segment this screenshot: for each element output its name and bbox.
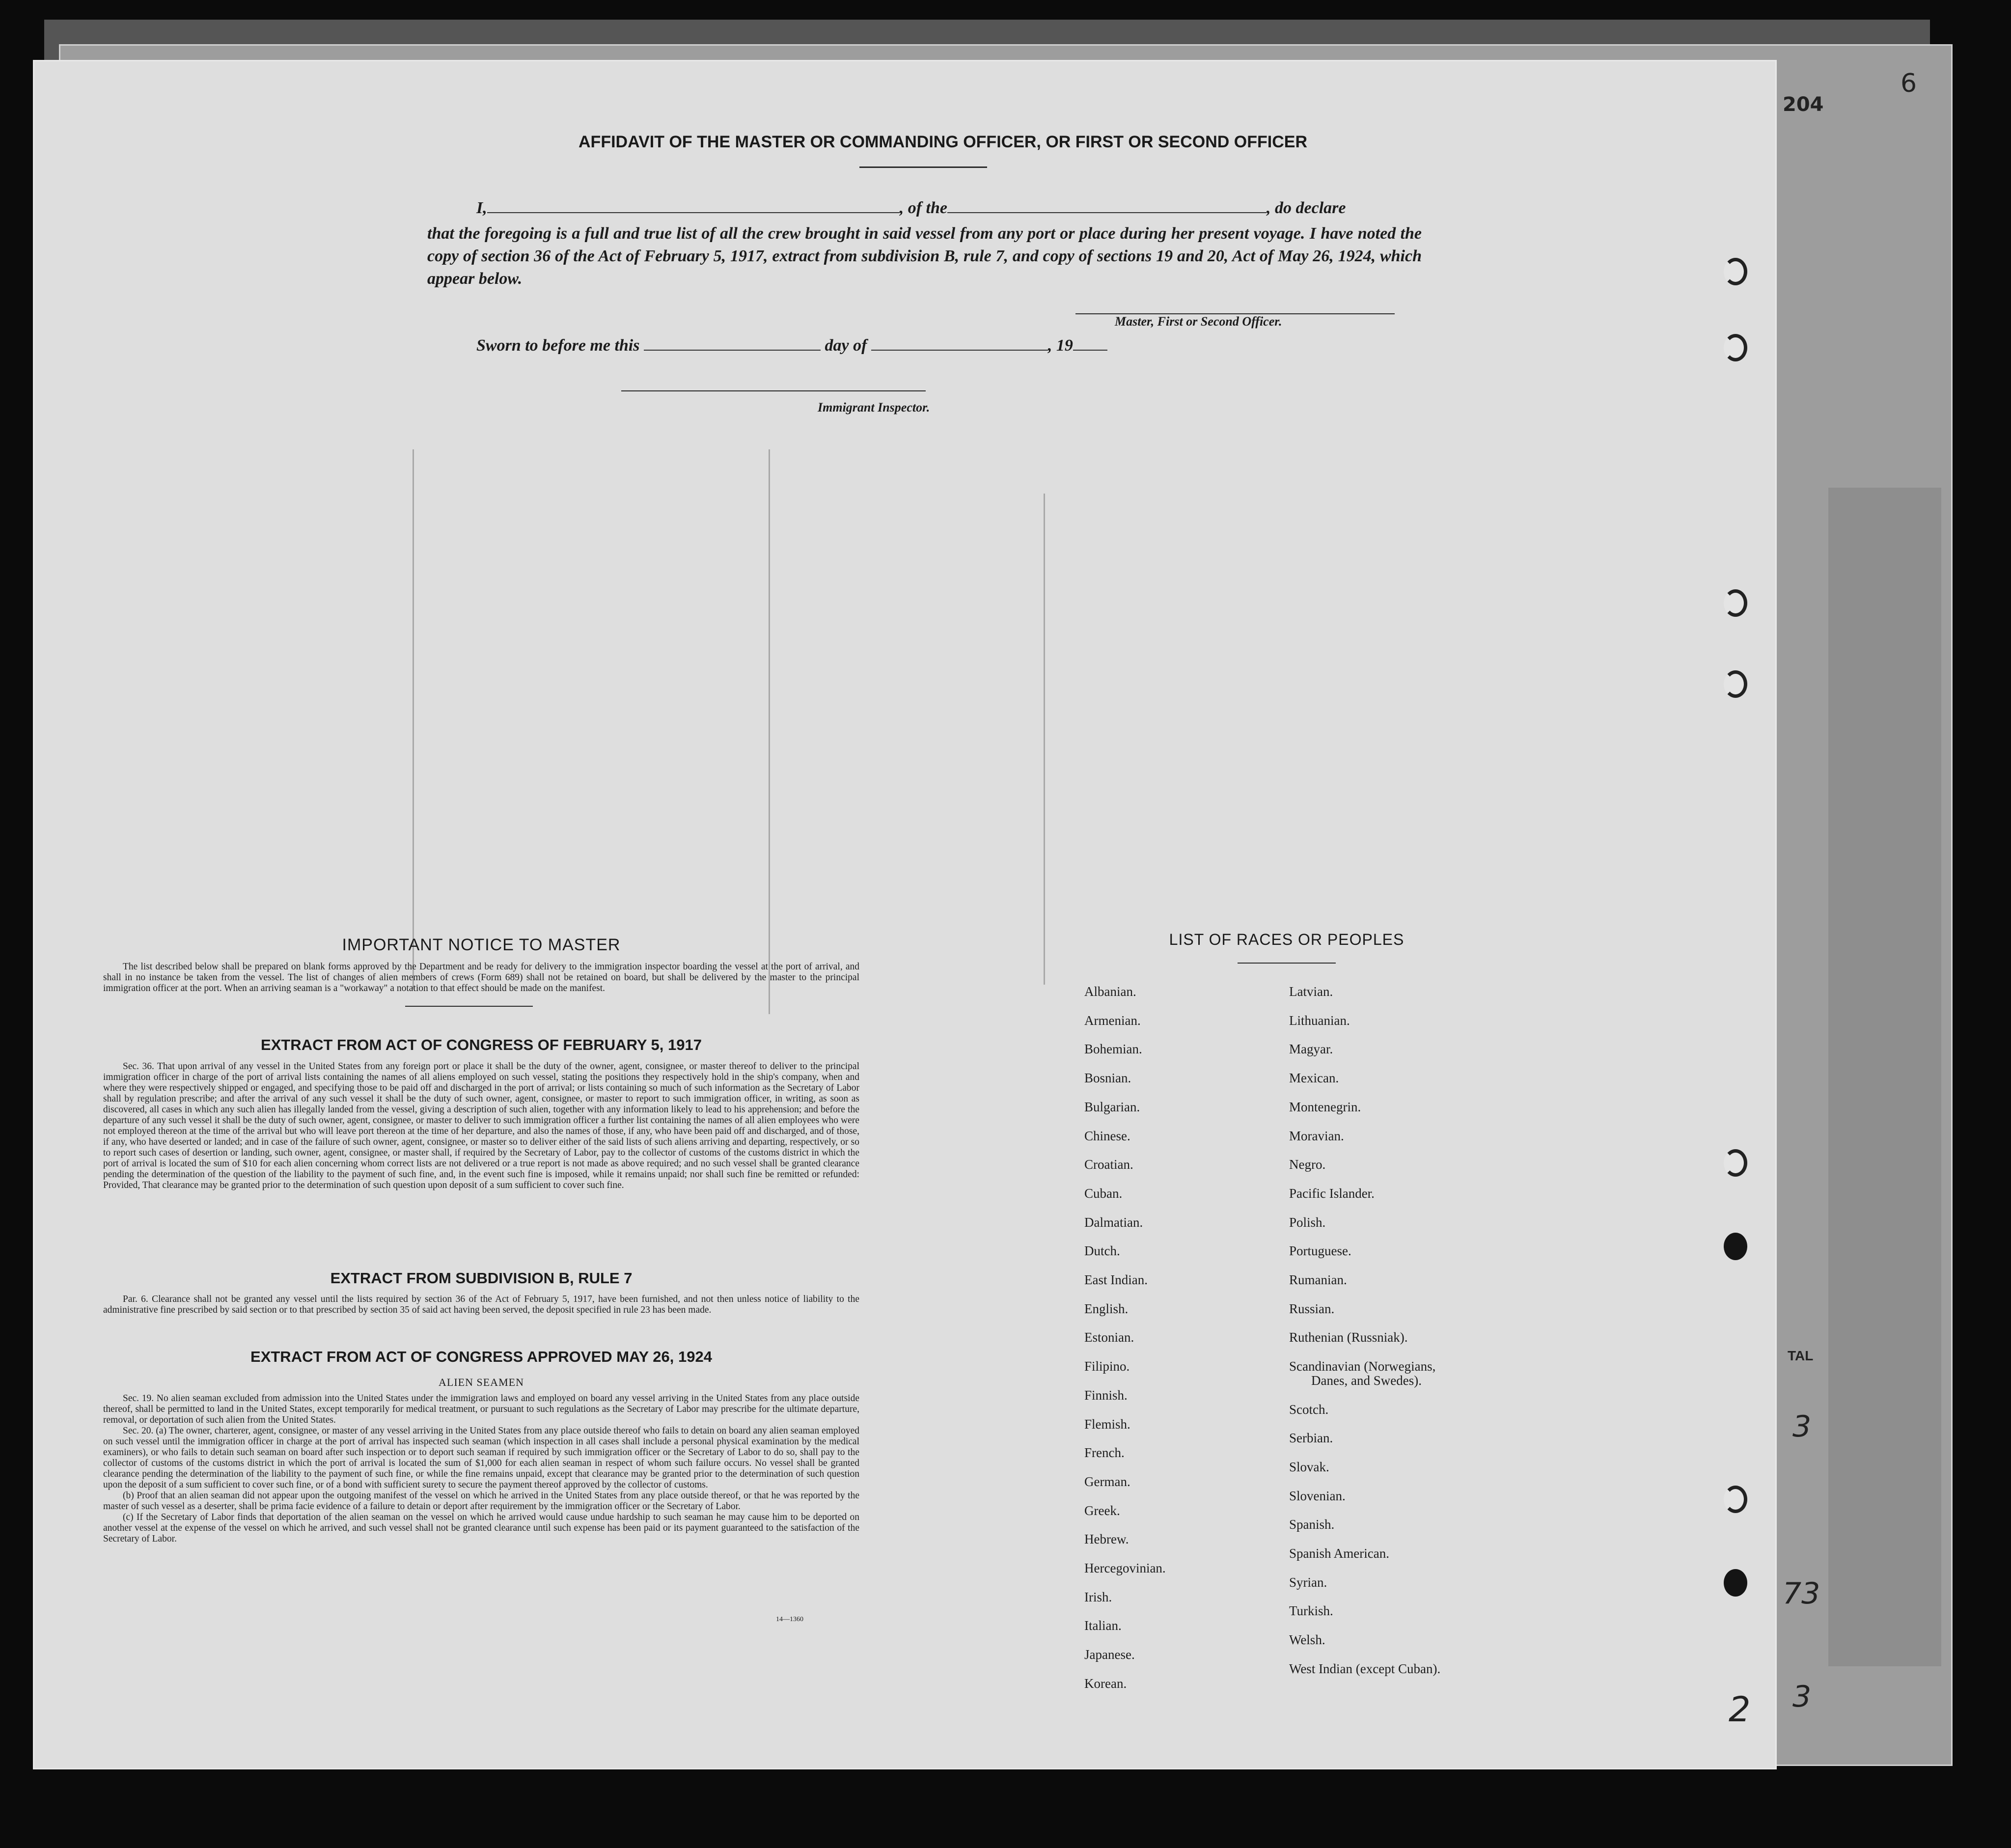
punch-hole (1724, 670, 1747, 698)
handwritten-mark-2: 73 (1783, 1576, 1820, 1611)
year-label: , 19 (1047, 336, 1073, 355)
race-item: Slovenian. (1289, 1488, 1346, 1503)
race-item: Hercegovinian. (1084, 1561, 1166, 1576)
race-item: French. (1084, 1445, 1125, 1461)
race-item: Montenegrin. (1289, 1099, 1361, 1114)
alien-seamen-subtitle: ALIEN SEAMEN (439, 1376, 524, 1388)
year-blank (1073, 350, 1107, 351)
master-signature-caption: Master, First or Second Officer. (1115, 314, 1282, 329)
inspector-signature-caption: Immigrant Inspector. (818, 400, 930, 414)
race-item: Danes, and Swedes). (1311, 1373, 1422, 1388)
rule-7-body (103, 1294, 859, 1316)
races-column-2 (1289, 977, 1440, 1683)
races-column-1 (1084, 977, 1166, 1698)
race-item: Bohemian. (1084, 1042, 1142, 1057)
handwritten-mark-1: 3 (1792, 1409, 1812, 1444)
race-item: Russian. (1289, 1301, 1335, 1316)
race-item: Serbian. (1289, 1431, 1333, 1446)
race-item: Lithuanian. (1289, 1013, 1350, 1028)
handwritten-mark-3: 3 (1792, 1680, 1812, 1714)
section-20b-paragraph: (b) Proof that an alien seaman did not appear upon the outgoing manifest of the vessel on which he arrived in the United States from any place outside thereof, or that he was reported by the master of such vessel as a deserter, shall be prima facie evidence of a failure to detain or deport after requirement by the immigration officer or the Secretary of Labor. (103, 1490, 859, 1512)
race-item: Spanish American. (1289, 1546, 1389, 1561)
race-item: Ruthenian (Russniak). (1289, 1330, 1408, 1345)
race-item: Pacific Islander. (1289, 1186, 1375, 1201)
notice-body (103, 962, 859, 994)
extract-1924-title: EXTRACT FROM ACT OF CONGRESS APPROVED MAY 26, 1924 (250, 1348, 712, 1365)
rule-7-title: EXTRACT FROM SUBDIVISION B, RULE 7 (330, 1269, 633, 1287)
race-item: Turkish. (1289, 1603, 1333, 1619)
inspector-signature-line (621, 390, 926, 391)
race-item: Bulgarian. (1084, 1099, 1140, 1114)
of-the-label: , of the (899, 199, 948, 217)
punch-hole (1724, 589, 1747, 617)
races-rule (1238, 963, 1336, 964)
race-item: Albanian. (1084, 984, 1136, 999)
vessel-blank (947, 212, 1267, 213)
race-item: Portuguese. (1289, 1243, 1351, 1259)
race-item: Syrian. (1289, 1574, 1327, 1590)
affidavit-page (34, 61, 1775, 1768)
race-item: Welsh. (1289, 1632, 1325, 1648)
sworn-label: Sworn to before me this (476, 336, 640, 355)
race-item: German. (1084, 1474, 1130, 1489)
handwritten-page-number: 204 (1783, 93, 1824, 116)
race-item: Polish. (1289, 1214, 1326, 1230)
race-item: West Indian (except Cuban). (1289, 1661, 1441, 1676)
extract-1917-title: EXTRACT FROM ACT OF CONGRESS OF FEBRUARY 5, 1917 (261, 1036, 702, 1053)
background-total-label: TAL (1788, 1348, 1814, 1363)
race-item: Flemish. (1084, 1416, 1130, 1432)
background-column-strip (1828, 488, 1941, 1666)
extract-1924-body (103, 1393, 859, 1545)
race-item: East Indian. (1084, 1272, 1148, 1288)
races-title: LIST OF RACES OR PEOPLES (1169, 931, 1405, 948)
punch-hole (1724, 1486, 1747, 1513)
race-item: Bosnian. (1084, 1071, 1131, 1086)
affidavit-body: that the foregoing is a full and true list of all the crew brought in said vessel from any port or place during her present voyage. I have noted the copy of section 36 of the Act of February 5, 1917, extract from subdivision B, rule 7, and copy of sections 19 and 20, Act of May 26, 1924, which appear below. (427, 224, 1422, 288)
punch-hole (1724, 334, 1747, 361)
race-item: Cuban. (1084, 1186, 1123, 1201)
race-item: Mexican. (1289, 1071, 1339, 1086)
race-item: Korean. (1084, 1676, 1127, 1691)
race-item: Magyar. (1289, 1042, 1333, 1057)
punch-hole (1724, 1569, 1747, 1597)
race-item: Scotch. (1289, 1402, 1329, 1417)
affidavit-title: AFFIDAVIT OF THE MASTER OR COMMANDING OFFICER, OR FIRST OR SECOND OFFICER (579, 133, 1307, 151)
punch-hole (1724, 1233, 1747, 1260)
day-blank (644, 350, 821, 351)
race-item: Latvian. (1289, 984, 1333, 999)
race-item: Croatian. (1084, 1157, 1133, 1172)
race-item: Rumanian. (1289, 1272, 1347, 1288)
handwritten-page-corner: 6 (1901, 69, 1917, 98)
notice-paragraph: The list described below shall be prepared on blank forms approved by the Department and be ready for delivery to the immigration inspector boarding the vessel at the port of arrival, and shall in no instance be taken from the vessel. The list of changes of alien members of crews (Form 689) shall not be retained on board, but shall be delivered by the master to the principal immigration officer at the port. When an arriving seaman is a "workaway" a notation to that effect should be made on the manifest. (103, 962, 859, 993)
race-item: Negro. (1289, 1157, 1326, 1172)
notice-title: IMPORTANT NOTICE TO MASTER (342, 936, 621, 954)
race-item: Irish. (1084, 1589, 1112, 1604)
day-of-label: day of (825, 336, 867, 355)
race-item: Spanish. (1289, 1517, 1335, 1532)
bleed-line (1044, 494, 1045, 985)
section-36-paragraph: Sec. 36. That upon arrival of any vessel in the United States from any foreign port or place it shall be the duty of the owner, agent, consignee, or master thereof to deliver to the principal immigration officer in charge of the port of arrival lists containing the names of all aliens employed on such vessel, stating the positions they respectively hold in the ship's company, when and where they were respectively shipped or engaged, and specifying those to be paid off and discharged in the port of arrival; or lists containing so much of such information as the Secretary of Labor shall by regulation prescribe; and after the arrival of any such vessel it shall be the duty of such owner, agent, consignee, or master to report to such immigration officer, in writing, as soon as discovered, all cases in which any such alien has illegally landed from the vessel, giving a description of such alien, together with any information likely to lead to his apprehension; and before the departure of any such vessel it shall be the duty of such owner, agent, consignee, or master to deliver to such immigration officer a further list containing the names of all alien employees who were not employed thereon at the time of the arrival but who will leave port thereon at the time of her departure, and also the names of those, if any, who have been paid off and discharged, and of those, if any, who have deserted or landed; and in case of the failure of such owner, agent, consignee, or master so to deliver either of the said lists of such aliens arriving and departing, respectively, or so to report such cases of desertion or landing, such owner, agent, consignee, or master shall, if required by the Secretary of Labor, pay to the collector of customs of the customs district in which the port of arrival is located the sum of $10 for each alien concerning whom correct lists are not delivered or a true report is not made as above required; and no such vessel shall be granted clearance pending the determination of the question of the liability to the payment of such fine, and, in the event such fine is imposed, while it remains unpaid; nor shall such fine be remitted or refunded: Provided, That clearance may be granted prior to the determination of such question upon deposit of a sum sufficient to cover such fine. (103, 1061, 859, 1190)
race-item: Dutch. (1084, 1243, 1120, 1259)
punch-hole (1724, 258, 1747, 285)
rule-7-paragraph: Par. 6. Clearance shall not be granted any vessel until the lists required by section 36 of the Act of February 5, 1917, have been furnished, and not then unless notice of liability to the administrative fine prescribed by said section or to that prescribed by section 35 of said act having been served, the deposit specified in rule 23 has been made. (103, 1294, 859, 1315)
bleed-line (769, 449, 770, 1014)
race-item: Filipino. (1084, 1359, 1130, 1374)
punch-hole (1724, 1149, 1747, 1177)
race-item: Japanese. (1084, 1647, 1135, 1662)
race-item: Finnish. (1084, 1387, 1128, 1403)
race-item: Armenian. (1084, 1013, 1141, 1028)
bleed-line (413, 449, 414, 990)
declaration-line (476, 199, 1434, 218)
notice-rule (405, 1006, 533, 1007)
section-20a-paragraph: Sec. 20. (a) The owner, charterer, agent, consignee, or master of any vessel arriving in the United States from any place outside thereof who fails to detain on board any alien seaman employed on such vessel until the immigration officer in charge at the port of arrival has inspected such seaman (which inspection in all cases shall include a personal physical examination by the medical examiners), or who fails to detain such seaman on board after such inspection or to deport such seaman if required by such immigration officer or the Secretary of Labor to do so, shall pay to the collector of customs of the customs district in which the port of arrival is located the sum of $1,000 for each alien seaman in respect of whom such failure occurs. No vessel shall be granted clearance pending the determination of the liability to the payment of such fine, or while the fine remains unpaid, except that clearance may be granted prior to the determination of such question upon the deposit of a sum sufficient to cover such fine, or of a bond with sufficient surety to secure the payment thereof approved by the collector of customs. (103, 1426, 859, 1490)
form-number: 14—1360 (776, 1616, 803, 1623)
race-item: Chinese. (1084, 1128, 1130, 1143)
race-item: Italian. (1084, 1618, 1122, 1633)
extract-1917-body (103, 1061, 859, 1191)
race-item: English. (1084, 1301, 1129, 1316)
sworn-line (476, 336, 1107, 355)
section-19-paragraph: Sec. 19. No alien seaman excluded from admission into the United States under the immigration laws and employed on board any vessel arriving in the United States from any place outside thereof, shall be permitted to land in the United States, except temporarily for medical treatment, or pursuant to such regulations as the Secretary of Labor may prescribe for the ultimate departure, removal, or deportation of such alien from the United States. (103, 1393, 859, 1425)
race-item: Moravian. (1289, 1128, 1344, 1143)
race-item: Dalmatian. (1084, 1214, 1143, 1230)
name-blank (487, 212, 900, 213)
race-item: Slovak. (1289, 1459, 1329, 1474)
race-item: Scandinavian (Norwegians, (1289, 1359, 1436, 1374)
handwritten-bottom-mark: 2 (1729, 1689, 1751, 1730)
i-label: I, (476, 199, 487, 217)
race-item: Estonian. (1084, 1330, 1134, 1345)
section-20c-paragraph: (c) If the Secretary of Labor finds that deportation of the alien seaman on the vessel on which he arrived would cause undue hardship to such seaman he may cause him to be deported on another vessel at the expense of the vessel on which he arrived, and such vessel shall not be granted clearance until such expense has been paid or its payment guaranteed to the satisfaction of the Secretary of Labor. (103, 1512, 859, 1544)
race-item: Greek. (1084, 1503, 1120, 1518)
do-declare-label: , do declare (1267, 199, 1346, 217)
month-blank (871, 350, 1048, 351)
title-rule (859, 166, 987, 168)
race-item: Hebrew. (1084, 1532, 1129, 1547)
